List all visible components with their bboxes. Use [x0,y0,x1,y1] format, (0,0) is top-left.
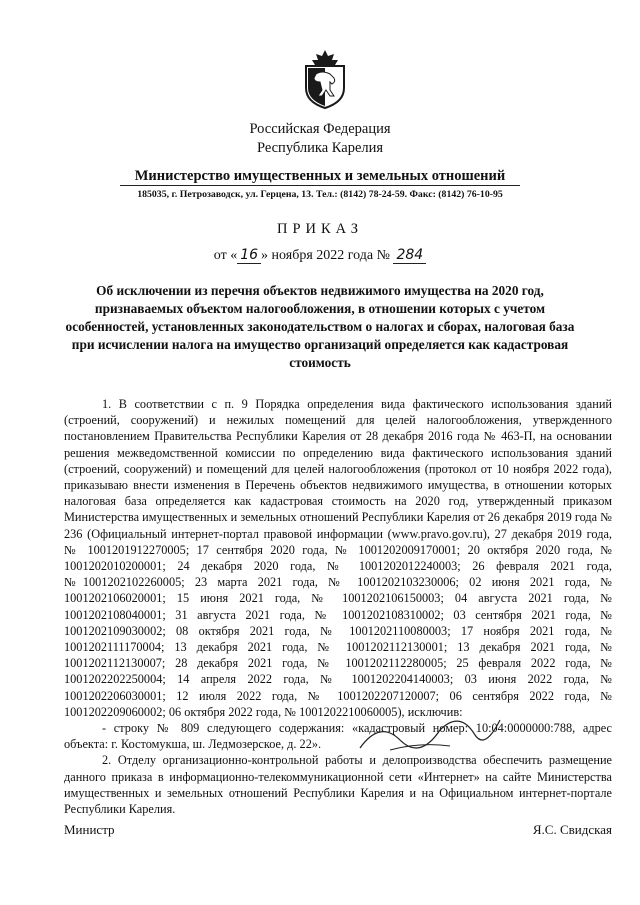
header-rule [120,185,520,186]
signatory-name: Я.С. Свидская [532,822,612,837]
ministry-address: 185035, г. Петрозаводск, ул. Герцена, 13. Тел.: (8142) 78-24-59. Факс: (8142) 76-10-95 [137,189,503,200]
order-day: 16 [237,247,261,264]
paragraph-1: 1. В соответствии с п. 9 Порядка определения вида фактического использования зданий (строений, сооружений) и нежилых помещений для целей налогообложения, утвержденного постановлением Правительства Республики Карелия от 28 декабря 2016 года № 463-П, на основании решения межведомственной комиссии по определению вида фактического использования зданий (строений, сооружений) и помещений для целей налогообложения (протокол от 10 ноября 2022 года), приказываю внести изменения в Перечень объектов недвижимого имущества, в отношении которых налоговая база определяется как кадастровая стоимость на 2020 год, утвержденный приказом Министерства имущественных и земельных отношений Республики Карелия от 26 декабря 2019 года № 236 (Официальный интернет-портал правовой информации (www.pravo.gov.ru), 27 декабря 2019 года, № 1001201912270005; 17 сентября 2020 года, № 1001202009170001; 20 октября 2020 года, № 1001202010200001; 24 декабря 2020 года, № 1001202012240003; 26 февраля 2021 года, №1001202102260005; 23 марта 2021 года, № 1001202103230006; 02 июня 2021 года, № 1001202106020001; 15 июня 2021 года, № 1001202106150003; 04 августа 2021 года, № 1001202108040001; 31 августа 2021 года, № 1001202108310002; 03 сентября 2021 года, № 1001202109030002; 08 октября 2021 года, № 1001202110080003; 17 ноября 2021 года, № 1001202111170004; 13 декабря 2021 года, № 1001202112130001; 13 декабря 2021 года, № 1001202112130007; 28 декабря 2021 года, № 1001202112280005; 25 февраля 2022 года, № 1001202202250004; 14 апреля 2022 года, № 1001202204140003; 03 июня 2022 года, № 1001202206030001; 12 июля 2022 года, № 1001202207120007; 06 сентября 2022 года, № 1001202209060002; 06 октября 2022 года, № 1001202210060005), исключив: [64,397,612,719]
paragraph-exclusion: - строку № 809 следующего содержания: «кадастровый номер: 10:04:0000000:788, адрес объекта: г. Костомукша, ш. Ледмозерское, д. 22». [64,721,612,752]
ministry-name: Министерство имущественных и земельных отношений [134,168,506,184]
country-name: Российская Федерация [249,121,391,137]
date-prefix: от « [213,248,238,263]
signatory-position: Министр [64,822,115,837]
coat-of-arms-emblem [300,48,350,110]
order-number: 284 [393,247,426,264]
order-date-line [0,246,640,265]
date-mid: » ноября 2022 года № [261,248,390,263]
order-subject: Об исключении из перечня объектов недвижимого имущества на 2020 год, признаваемых объектом налогообложения, в отношении которых с учетом особенностей, установленных законодательством о налогах и сборах, налоговая база при исчислении налога на имущество организаций определяется как кадастровая стоимость [65,283,575,370]
republic-name: Республика Карелия [256,140,384,156]
order-body [64,396,612,817]
paragraph-2: 2. Отделу организационно-контрольной работы и делопроизводства обеспечить размещение данного приказа в информационно-телекоммуникационной сети «Интернет» на сайте Министерства имущественных и земельных отношений Республики Карелия и на Официальном интернет-портале Республики Карелия. [64,753,612,817]
country-header [0,120,640,158]
handwritten-signature [350,700,510,760]
order-title: ПРИКАЗ [276,221,364,237]
